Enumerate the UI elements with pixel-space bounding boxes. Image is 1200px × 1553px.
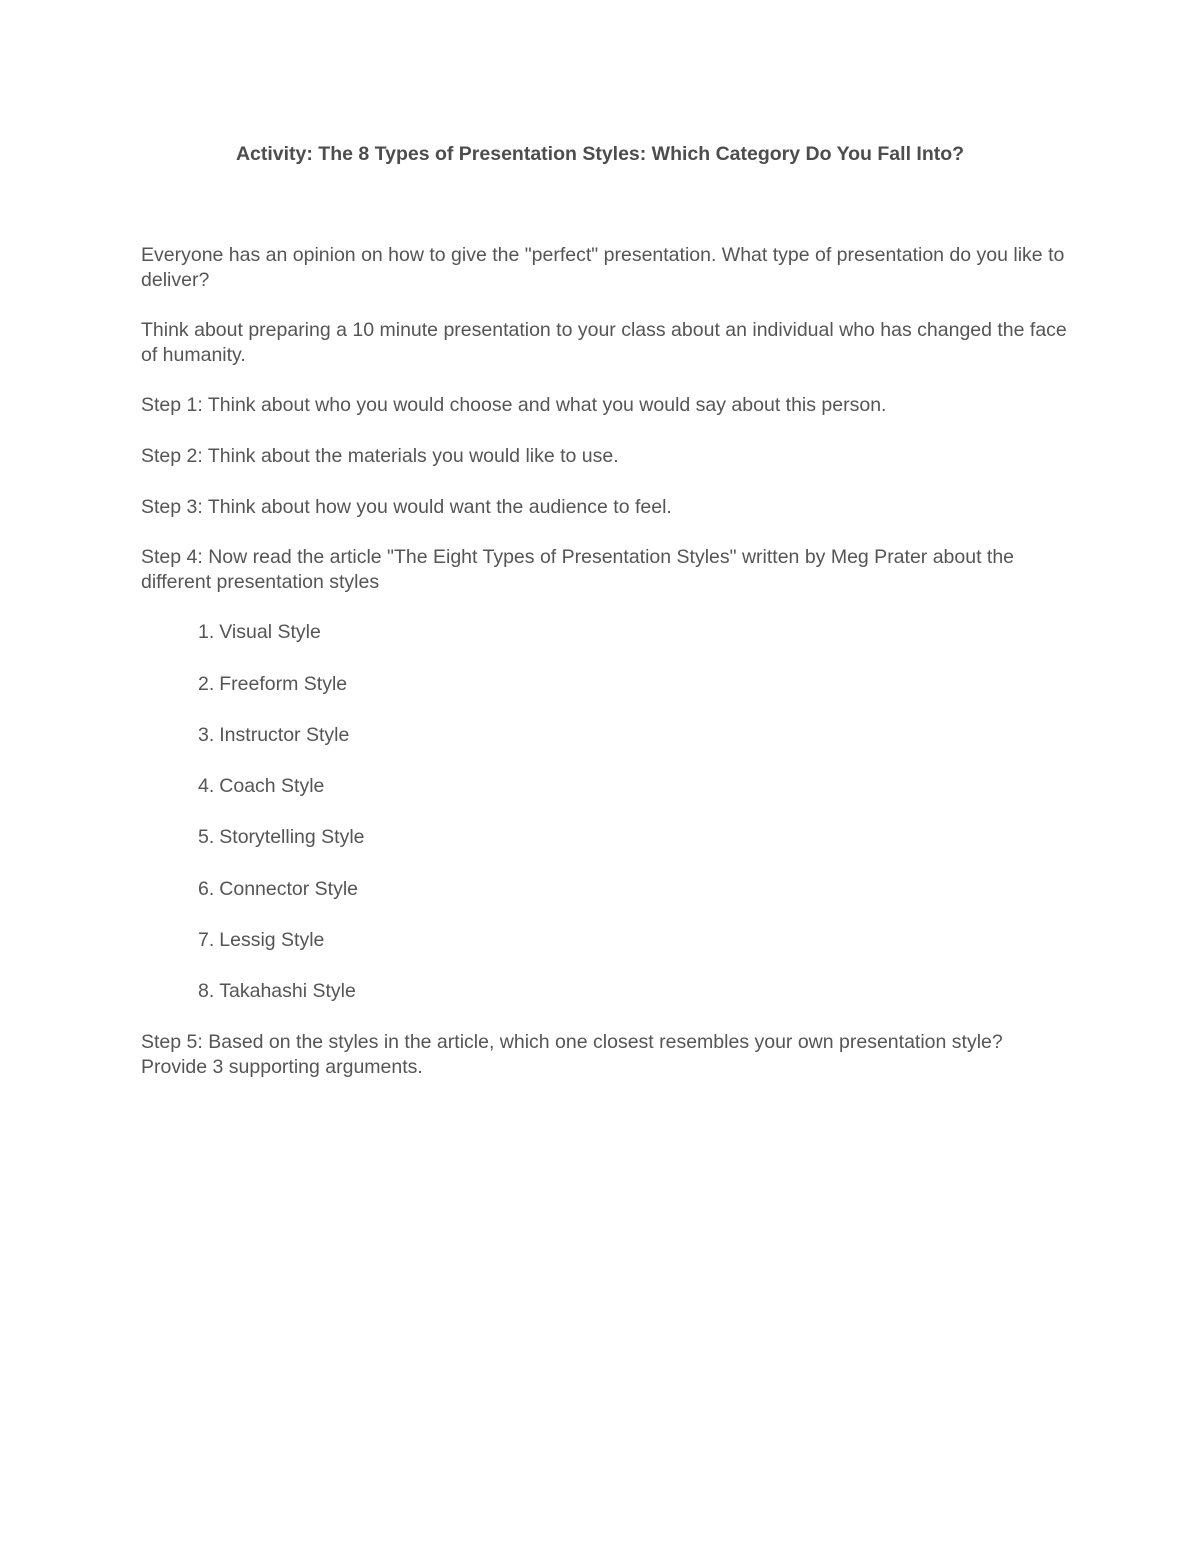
intro-paragraph: Everyone has an opinion on how to give the "perfect" presentation. What type of presentation do you like to deliver? (141, 244, 1065, 291)
list-item: 5. Storytelling Style (198, 826, 365, 848)
list-item: 4. Coach Style (198, 775, 325, 797)
list-item: 8. Takahashi Style (198, 980, 356, 1002)
step-4-paragraph: Step 4: Now read the article "The Eight Types of Presentation Styles" written by Meg Prater about the different presentation styles (141, 546, 1015, 593)
prompt-paragraph: Think about preparing a 10 minute presentation to your class about an individual who has changed the face of humanity. (141, 319, 1067, 366)
list-item: 3. Instructor Style (198, 724, 350, 746)
step-5-paragraph: Step 5: Based on the styles in the article, which one closest resembles your own presentation style? Provide 3 supporting arguments. (141, 1031, 1003, 1078)
step-3-paragraph: Step 3: Think about how you would want the audience to feel. (141, 496, 672, 518)
list-item: 6. Connector Style (198, 878, 359, 900)
step-2-paragraph: Step 2: Think about the materials you would like to use. (141, 445, 619, 467)
list-item: 7. Lessig Style (198, 929, 325, 951)
list-item: 1. Visual Style (198, 621, 321, 643)
page-title: Activity: The 8 Types of Presentation Styles: Which Category Do You Fall Into? (235, 143, 965, 165)
step-1-paragraph: Step 1: Think about who you would choose and what you would say about this person. (141, 394, 887, 416)
list-item: 2. Freeform Style (198, 673, 348, 695)
